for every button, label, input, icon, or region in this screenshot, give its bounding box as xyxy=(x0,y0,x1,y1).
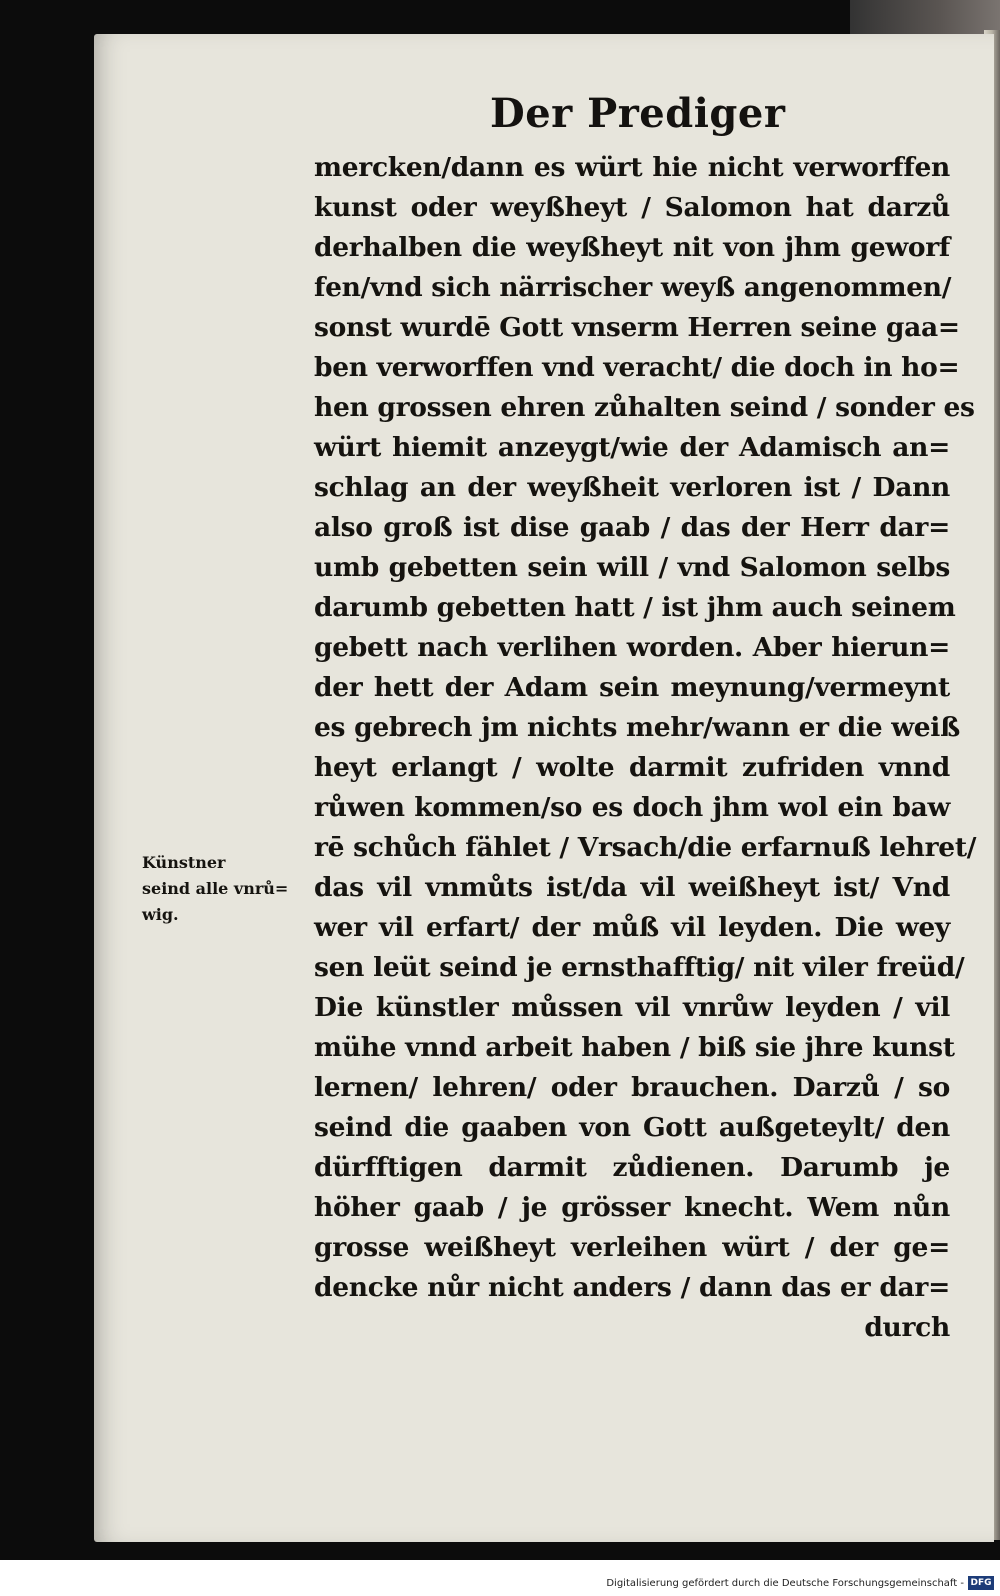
text-line: hen grossen ehren zůhalten seind / sonder es xyxy=(314,392,975,423)
text-line: lernen/ lehren/ oder brauchen. Darzů / so xyxy=(314,1072,950,1103)
text-line: rē schůch fählet / Vrsach/die erfarnuß lehret/ xyxy=(314,832,977,863)
text-line: darumb gebetten hatt / ist jhm auch seinem xyxy=(314,592,956,623)
marginal-note-line: seind alle vnrů= xyxy=(142,879,289,898)
text-line: sen leüt seind je ernsthafftig/ nit viler freüd/ xyxy=(314,952,965,983)
text-line: dencke nůr nicht anders / dann das er dar= xyxy=(314,1272,950,1303)
text-line: sonst wurdē Gott vnserm Herren seine gaa= xyxy=(314,312,960,343)
text-line: heyt erlangt / wolte darmit zufriden vnnd xyxy=(314,752,950,783)
text-line: höher gaab / je grösser knecht. Wem nůn xyxy=(314,1192,950,1223)
text-line: Die künstler můssen vil vnrůw leyden / vil xyxy=(314,992,950,1023)
catchword: durch xyxy=(864,1312,950,1343)
dfg-logo-icon: DFG xyxy=(968,1576,994,1590)
text-line: grosse weißheyt verleihen würt / der ge= xyxy=(314,1232,950,1263)
text-line: ben verworffen vnd veracht/ die doch in ho= xyxy=(314,352,960,383)
text-line: wer vil erfart/ der můß vil leyden. Die wey xyxy=(314,912,950,943)
text-line: seind die gaaben von Gott außgeteylt/ den xyxy=(314,1112,950,1143)
running-head: Der Prediger xyxy=(490,90,786,137)
text-line: mercken/dann es würt hie nicht verworffen xyxy=(314,152,950,183)
text-line: der hett der Adam sein meynung/vermeynt xyxy=(314,672,950,703)
marginal-note xyxy=(142,850,302,928)
text-line: würt hiemit anzeygt/wie der Adamisch an= xyxy=(314,432,950,463)
text-line: umb gebetten sein will / vnd Salomon selbs xyxy=(314,552,950,583)
funding-credit: Digitalisierung gefördert durch die Deutsche Forschungsgemeinschaft - xyxy=(606,1578,964,1589)
marginal-note-line: wig. xyxy=(142,905,179,924)
marginal-note-line: Künstner xyxy=(142,853,226,872)
text-line: das vil vnmůts ist/da vil weißheyt ist/ Vnd xyxy=(314,872,950,903)
text-line: mühe vnnd arbeit haben / biß sie jhre kunst xyxy=(314,1032,955,1063)
text-line: es gebrech jm nichts mehr/wann er die weiß xyxy=(314,712,960,743)
text-line: also groß ist dise gaab / das der Herr dar= xyxy=(314,512,950,543)
text-line: gebett nach verlihen worden. Aber hierun= xyxy=(314,632,950,663)
body-text xyxy=(314,148,977,1348)
text-line: růwen kommen/so es doch jhm wol ein baw xyxy=(314,792,950,823)
text-line: schlag an der weyßheit verloren ist / Dann xyxy=(314,472,950,503)
text-line: dürfftigen darmit zůdienen. Darumb je xyxy=(314,1152,950,1183)
text-line: derhalben die weyßheyt nit von jhm geworf xyxy=(314,232,950,263)
text-line: kunst oder weyßheyt / Salomon hat darzů xyxy=(314,192,950,223)
text-line: fen/vnd sich närrischer weyß angenommen/ xyxy=(314,272,952,303)
